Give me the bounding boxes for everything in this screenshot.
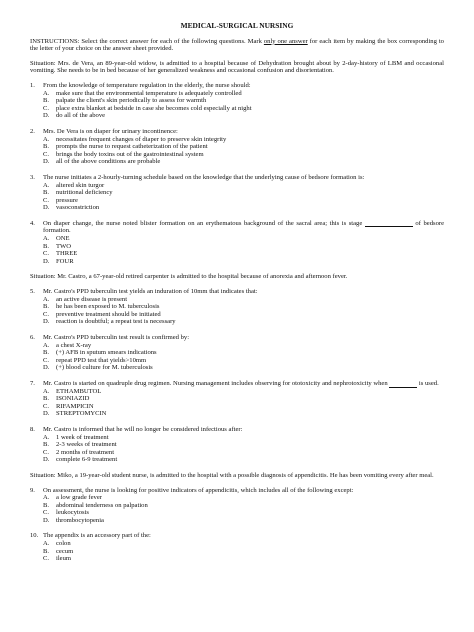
option-text: leukocytosis — [56, 509, 89, 517]
option-letter: B. — [43, 303, 50, 311]
answer-option — [43, 502, 444, 510]
answer-option — [43, 189, 444, 197]
question-stem — [30, 128, 444, 136]
question-text: The appendix is an accessory part of the: — [43, 532, 151, 540]
answer-options — [43, 434, 444, 464]
situation-1: Situation: Mrs. de Vera, an 89-year-old widow, is admitted to a hospital because of Dehydration brought about by 2-day-history of LBM and occasional vomiting. She needs to be in bed because of her generalized weakness and occasional confusion and disorientation. — [30, 59, 444, 75]
question-text: From the knowledge of temperature regulation in the elderly, the nurse should: — [43, 81, 251, 89]
answer-option — [43, 548, 444, 556]
option-text: a chest X-ray — [56, 341, 92, 349]
answer-option — [43, 555, 444, 563]
question-number: 6. — [30, 334, 35, 341]
answer-option — [43, 517, 444, 525]
answer-option — [43, 509, 444, 517]
option-text: TWO — [56, 242, 72, 250]
answer-option — [43, 296, 444, 304]
question-text: On diaper change, the nurse noted blister formation on an erythematous background of the sacral area; this is stage of bedsore formation. — [43, 219, 445, 235]
option-letter: D. — [43, 364, 50, 372]
option-text: make sure that the environmental temperature is adequately controlled — [56, 89, 242, 97]
option-text: pressure — [56, 196, 78, 204]
answer-option — [43, 540, 444, 548]
answer-option — [43, 357, 444, 365]
option-letter: C. — [43, 555, 50, 563]
answer-option — [43, 349, 444, 357]
question-item — [30, 487, 444, 525]
question-number: 8. — [30, 425, 35, 433]
question-group-2 — [30, 288, 444, 464]
option-letter: C. — [43, 509, 50, 517]
option-letter: C. — [43, 150, 50, 158]
question-item — [30, 128, 444, 166]
answer-option — [43, 434, 444, 442]
question-stem — [30, 288, 444, 296]
option-letter: C. — [43, 310, 50, 318]
answer-options — [43, 235, 444, 265]
option-text: FOUR — [56, 257, 74, 265]
option-text: (+) AFB in sputum smears indications — [56, 349, 157, 357]
question-group-1 — [30, 82, 444, 265]
answer-option — [43, 112, 444, 120]
option-text: ONE — [56, 235, 70, 243]
option-text: STREPTOMYCIN — [56, 410, 107, 418]
answer-option — [43, 456, 444, 464]
option-letter: D. — [43, 257, 50, 265]
answer-options — [43, 182, 444, 212]
answer-option — [43, 151, 444, 159]
option-letter: C. — [43, 196, 50, 204]
option-letter: B. — [43, 349, 50, 357]
question-number: 1. — [30, 81, 35, 89]
option-text: palpate the client's skin periodically to assess for warmth — [56, 97, 207, 105]
answer-option — [43, 136, 444, 144]
option-text: place extra blanket at bedside in case she becomes cold especially at night — [56, 104, 252, 112]
option-text: THREE — [56, 250, 78, 258]
question-item — [30, 426, 444, 464]
answer-option — [43, 364, 444, 372]
option-letter: D. — [43, 158, 50, 166]
answer-option — [43, 158, 444, 166]
answer-option — [43, 403, 444, 411]
answer-option — [43, 182, 444, 190]
question-stem — [30, 487, 444, 495]
option-text: prompts the nurse to request catheterization of the patient — [56, 143, 208, 151]
question-group-3 — [30, 487, 444, 563]
option-text: preventive treatment should be initiated — [56, 310, 161, 318]
option-letter: B. — [43, 189, 50, 197]
question-stem — [30, 532, 444, 540]
option-text: colon — [56, 540, 71, 548]
question-stem — [30, 220, 444, 235]
answer-option — [43, 143, 444, 151]
option-letter: D. — [43, 112, 50, 120]
question-stem — [30, 426, 444, 434]
answer-option — [43, 258, 444, 266]
answer-option — [43, 235, 444, 243]
answer-option — [43, 105, 444, 113]
option-letter: B. — [43, 395, 50, 403]
answer-options — [43, 388, 444, 418]
answer-option — [43, 449, 444, 457]
answer-option — [43, 197, 444, 205]
option-letter: D. — [43, 318, 50, 326]
question-item — [30, 380, 444, 418]
option-letter: A. — [43, 181, 50, 189]
question-item — [30, 334, 444, 372]
answer-option — [43, 410, 444, 418]
answer-option — [43, 204, 444, 212]
option-letter: C. — [43, 104, 50, 112]
option-letter: D. — [43, 204, 50, 212]
answer-option — [43, 388, 444, 396]
option-letter: A. — [43, 387, 50, 395]
option-letter: C. — [43, 402, 50, 410]
answer-options — [43, 90, 444, 120]
question-item — [30, 82, 444, 120]
option-text: RIFAMPICIN — [56, 402, 94, 410]
option-letter: C. — [43, 448, 50, 456]
question-text: On assessment, the nurse is looking for positive indicators of appendicitis, which includes all of the following except: — [43, 486, 354, 494]
question-item — [30, 288, 444, 326]
option-letter: D. — [43, 456, 50, 464]
option-text: cecum — [56, 547, 74, 555]
option-letter: D. — [43, 516, 50, 524]
question-stem — [30, 82, 444, 90]
option-text: repeat PPD test that yields>10mm — [56, 356, 147, 364]
answer-option — [43, 250, 444, 258]
option-letter: A. — [43, 433, 50, 441]
instructions: INSTRUCTIONS: Select the correct answer for each of the following questions. Mark only one answer for each item by making the box corresponding to the letter of your choice on the answer sheet provided. — [30, 37, 444, 53]
option-letter: B. — [43, 547, 50, 555]
answer-option — [43, 441, 444, 449]
option-text: altered skin turgor — [56, 181, 105, 189]
option-text: brings the body toxins out of the gastrointestinal system — [56, 150, 204, 158]
option-text: ileum — [56, 555, 72, 563]
option-letter: A. — [43, 494, 50, 502]
option-letter: A. — [43, 235, 50, 243]
option-text: 2 months of treatment — [56, 448, 115, 456]
question-item — [30, 174, 444, 212]
question-text: Mr. Castro's PPD tuberculin test yields an induration of 10mm that indicates that: — [43, 288, 258, 296]
option-letter: B. — [43, 501, 50, 509]
option-letter: A. — [43, 135, 50, 143]
option-letter: A. — [43, 89, 50, 97]
question-item — [30, 220, 444, 266]
option-text: abdominal tenderness on palpation — [56, 501, 148, 509]
option-text: a low grade fever — [56, 494, 102, 502]
question-number: 2. — [30, 127, 35, 135]
option-text: complete 6-9 treatment — [56, 456, 118, 464]
answer-options — [43, 342, 444, 372]
situation-2: Situation: Mr. Castro, a 67-year-old retired carpenter is admitted to the hospital because of anorexia and afternoon fever. — [30, 273, 348, 281]
answer-option — [43, 90, 444, 98]
option-text: nutritional deficiency — [56, 189, 113, 197]
option-letter: B. — [43, 97, 50, 105]
option-text: vasoconstriction — [56, 204, 100, 212]
question-stem — [30, 334, 444, 342]
answer-options — [43, 494, 444, 524]
answer-option — [43, 318, 444, 326]
option-letter: A. — [43, 295, 50, 303]
question-text: Mr. Castro is informed that he will no longer be considered infectious after: — [43, 425, 243, 433]
answer-option — [43, 395, 444, 403]
option-letter: A. — [43, 540, 50, 548]
option-text: ETHAMBUTOL — [56, 387, 102, 395]
answer-options — [43, 540, 444, 563]
option-text: reaction is doubtful; a repeat test is necessary — [56, 318, 176, 326]
situation-3: Situation: Miko, a 19-year-old student nurse, is admitted to the hospital with a possible diagnosis of appendicitis. He has been vomiting every after meal. — [30, 471, 434, 479]
option-text: all of the above conditions are probable — [56, 158, 161, 166]
option-text: ISONIAZID — [56, 395, 90, 403]
answer-options — [43, 136, 444, 166]
document-title: MEDICAL-SURGICAL NURSING — [180, 21, 294, 30]
fill-in-blank — [365, 220, 413, 227]
option-text: do all of the above — [56, 112, 106, 120]
fill-in-blank — [389, 381, 417, 388]
question-stem — [30, 380, 444, 388]
question-stem — [30, 174, 444, 182]
option-letter: B. — [43, 143, 50, 151]
option-text: (+) blood culture for M. tuberculosis — [56, 364, 153, 372]
answer-option — [43, 311, 444, 319]
option-text: he has been exposed to M. tuberculosis — [56, 303, 160, 311]
question-text: Mrs. De Vera is on diaper for urinary incontinence: — [43, 127, 178, 135]
answer-option — [43, 97, 444, 105]
answer-option — [43, 342, 444, 350]
question-number: 10. — [30, 532, 39, 540]
option-letter: B. — [43, 242, 50, 250]
option-letter: C. — [43, 250, 50, 258]
option-text: 1 week of treatment — [56, 433, 109, 441]
option-letter: C. — [43, 356, 50, 364]
question-text: Mr. Castro's PPD tuberculin test result is confirmed by: — [43, 334, 190, 341]
option-letter: A. — [43, 341, 50, 349]
option-letter: D. — [43, 410, 50, 418]
underlined-phrase: only one answer — [263, 37, 308, 45]
question-text: Mr. Castro is started on quadruple drug regimen. Nursing management includes observing for ototoxicity and nephrotoxicity when is used. — [43, 379, 439, 387]
question-text: The nurse initiates a 2-hourly-turning schedule based on the knowledge that the underlying cause of bedsore formation is: — [43, 173, 365, 181]
answer-option — [43, 494, 444, 502]
option-letter: B. — [43, 441, 50, 449]
answer-options — [43, 296, 444, 326]
option-text: an active disease is present — [56, 295, 128, 303]
question-number: 9. — [30, 486, 35, 494]
question-number: 5. — [30, 288, 35, 296]
answer-option — [43, 243, 444, 251]
question-item — [30, 532, 444, 562]
question-number: 3. — [30, 173, 35, 181]
question-number: 7. — [30, 379, 35, 387]
option-text: 2-3 weeks of treatment — [56, 441, 117, 449]
option-text: thrombocytopenia — [56, 516, 104, 524]
option-text: necessitates frequent changes of diaper to preserve skin integrity — [56, 135, 227, 143]
question-number: 4. — [30, 219, 35, 227]
answer-option — [43, 303, 444, 311]
